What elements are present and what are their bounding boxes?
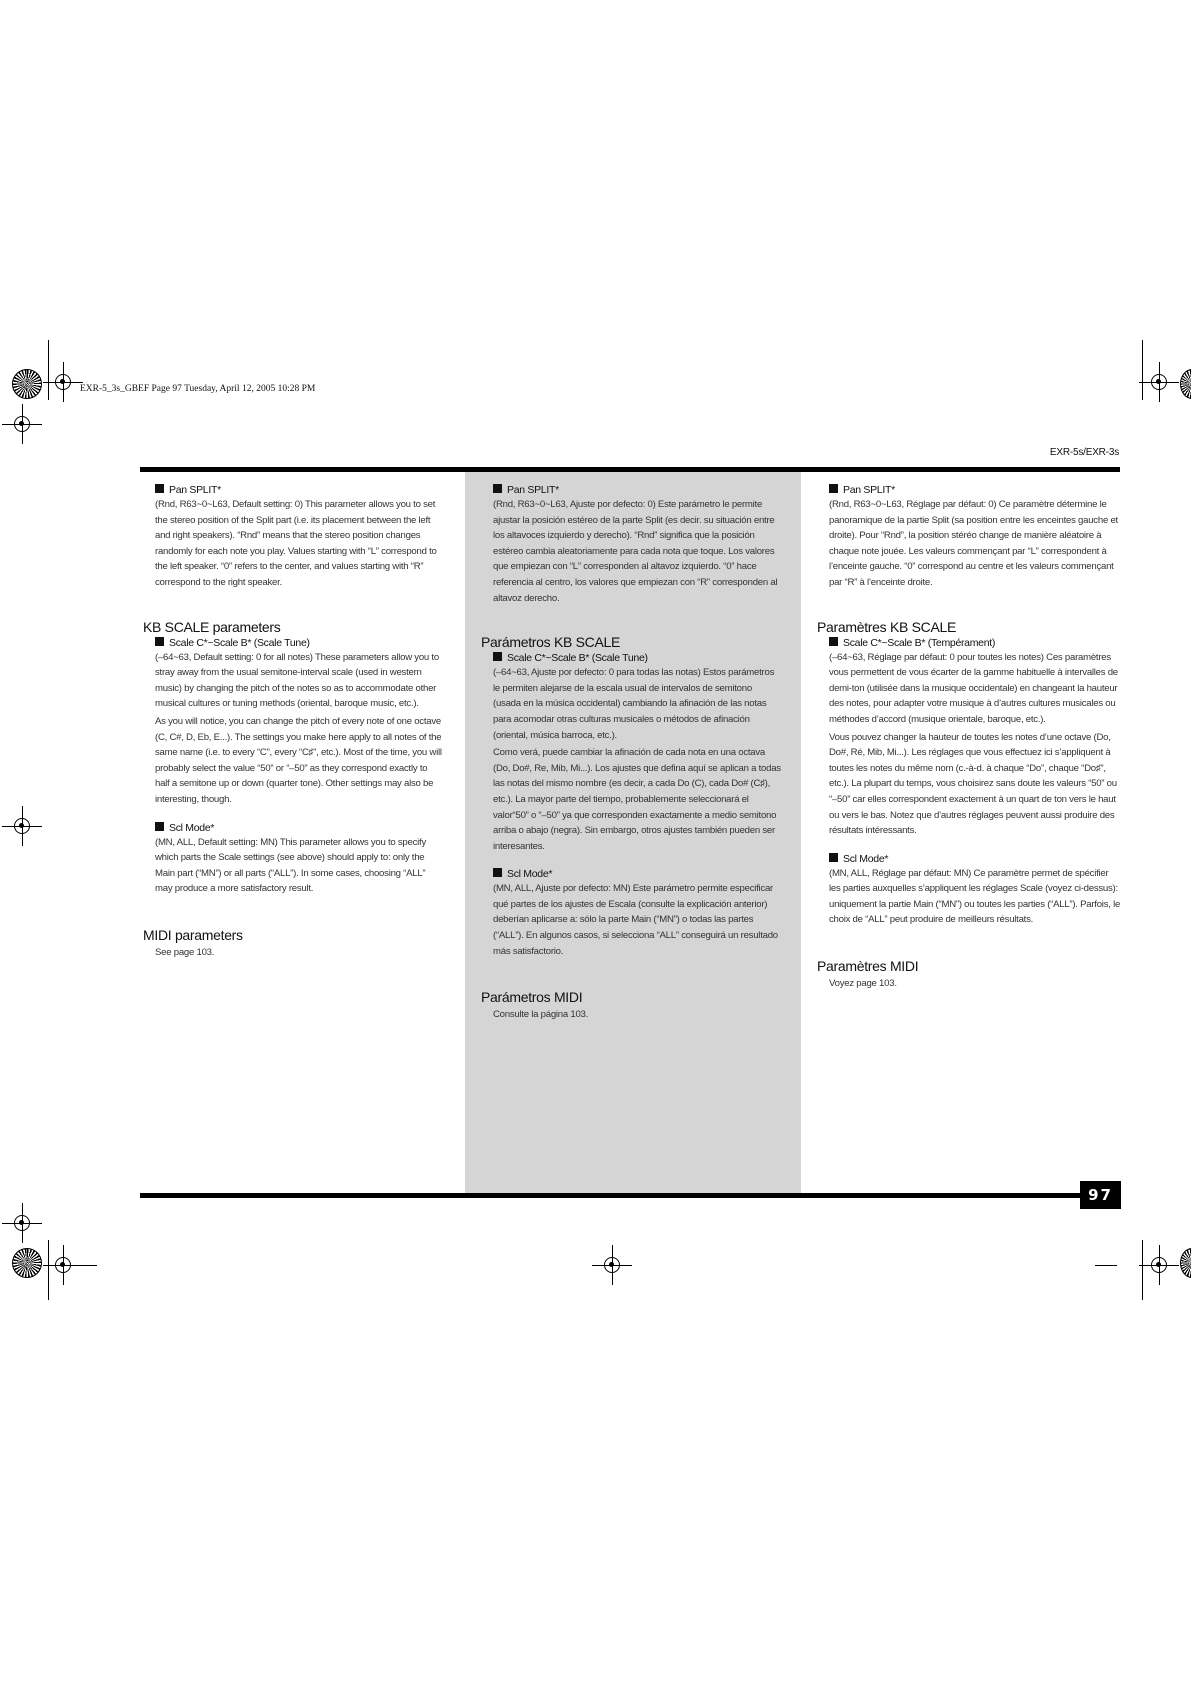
- column-spanish: [481, 484, 781, 1025]
- scl-mode-heading: Scl Mode*: [493, 868, 781, 880]
- scale-tune-heading: Scale C*~Scale B* (Scale Tune): [155, 637, 443, 649]
- scale-tune-heading: Scale C*~Scale B* (Scale Tune): [493, 652, 781, 664]
- kb-scale-section-title: KB SCALE parameters: [143, 618, 281, 635]
- registration-mark-icon: [12, 369, 42, 399]
- scl-mode-text: (MN, ALL, Ajuste por defecto: MN) Este parámetro permite especificar qué partes de los ajustes de Escala (consulte la explicación anterior) deberían aplicarse a: sólo la parte Main (“MN”) o todas las partes (“ALL”). En algunos casos, si selecciona “ALL” conseguirá un resultado más satisfactorio.: [493, 883, 778, 957]
- scale-tune-text: (–64~63, Réglage par défaut: 0 pour toutes les notes) Ces paramètres vous permettent de vous écarter de la gamme habituelle à intervalles de demi-ton (utilisée dans la musique occidentale) en changeant la hauteur des notes, pour adapter votre musique à d’autres cultures musicales ou méthodes d’accord (musique orientale, baroque, etc.).: [829, 651, 1118, 725]
- scale-tune-text: (–64~63, Ajuste por defecto: 0 para todas las notas) Estos parámetros le permiten alejarse de la escala usual de intervalos de semitono (usada en la música occidental) cambiando la afinación de las notas para acomodar otras culturas musicales o métodos de afinación (oriental, música barroca, etc.).: [493, 667, 775, 741]
- crop-mark-line: [48, 340, 49, 400]
- crop-mark-line: [1142, 1240, 1143, 1300]
- square-bullet-icon: [829, 853, 838, 862]
- print-slug: EXR-5_3s_GBEF Page 97 Tuesday, April 12, 2005 10:28 PM: [80, 384, 316, 394]
- scale-tune-text-2: As you will notice, you can change the pitch of every note of one octave (C, C#, D, Eb, E...). The settings you make here apply to all notes of the same name (i.e. to every “C”, every “C♯”, etc.). Most of the time, you will probably select the value “50” or “–50” as they correspond exactly to half a semitone up or down (quarter tone). Other settings may also be interesting, though.: [155, 715, 442, 805]
- square-bullet-icon: [829, 637, 838, 646]
- square-bullet-icon: [155, 637, 164, 646]
- square-bullet-icon: [493, 868, 502, 877]
- square-bullet-icon: [829, 484, 838, 493]
- scale-tune-text-2: Vous pouvez changer la hauteur de toutes les notes d’une octave (Do, Do#, Ré, Mib, Mi...). Les réglages que vous effectuez ici s’appliquent à toutes les notes du même nom (c.-à-d. à chaque “Do”, chaque “Do♯”, etc.). La plupart du temps, vous choisirez sans doute les valeurs “50” ou “–50” car elles correspondent exactement à un quart de ton vers le haut ou vers le bas. Notez que d’autres réglages peuvent aussi produire des résultats intéressants.: [829, 731, 1117, 837]
- midi-section-text: See page 103.: [155, 946, 215, 958]
- column-english: [143, 484, 443, 962]
- pan-split-text: (Rnd, R63~0~L63, Ajuste por defecto: 0) Este parámetro le permite ajustar la posición estéreo de la parte Split (es decir. su situación entre los altavoces izquierdo y derecho). “Rnd” significa que la posición estéreo cambia aleatoriamente para cada nota que toque. Los valores que empiezan con “L” corresponden al altavoz izquierdo. “0” hace referencia al centro, los valores que empiezan con “R” corresponden al altavoz derecho.: [493, 499, 778, 604]
- crop-mark-line: [1095, 1265, 1117, 1266]
- registration-mark-icon: [12, 1248, 42, 1278]
- pan-split-text: (Rnd, R63~0~L63, Réglage par défaut: 0) Ce paramètre détermine le panoramique de la partie Split (sa position entre les enceintes gauche et droite). Pour “Rnd”, la position stéréo change de manière aléatoire à chaque note jouée. Les valeurs commençant par “L” correspondent à l’enceinte gauche. “0” correspond au centre et les valeurs commençant par “R” à l’enceinte droite.: [829, 499, 1118, 588]
- pan-split-text: (Rnd, R63~0~L63, Default setting: 0) This parameter allows you to set the stereo position of the Split part (i.e. its placement between the left and right speakers). “Rnd” means that the stereo position changes randomly for each note you play. Values starting with “L” correspond to the left speaker. “0” refers to the center, and values starting with “R” correspond to the right speaker.: [155, 499, 437, 588]
- crop-mark-line: [75, 1265, 97, 1266]
- midi-section-title: Paramètres MIDI: [817, 958, 919, 975]
- scl-mode-text: (MN, ALL, Default setting: MN) This parameter allows you to specify which parts the Scale settings (see above) should apply to: only the Main part (“MN”) or all parts (“ALL”). In some cases, choosing “ALL” may produce a more satisfactory result.: [155, 836, 426, 895]
- crop-mark-line: [48, 1240, 49, 1300]
- midi-section-title: MIDI parameters: [143, 926, 243, 943]
- pan-split-heading: Pan SPLIT*: [829, 484, 1122, 496]
- square-bullet-icon: [155, 822, 164, 831]
- page-number: 97: [1080, 1181, 1121, 1209]
- pan-split-heading: Pan SPLIT*: [493, 484, 781, 496]
- kb-scale-section-title: Parámetros KB SCALE: [481, 634, 621, 651]
- midi-section-title: Parámetros MIDI: [481, 989, 583, 1006]
- pan-split-heading: Pan SPLIT*: [155, 484, 443, 496]
- scl-mode-text: (MN, ALL, Réglage par défaut: MN) Ce paramètre permet de spécifier les parties auxquelles s’appliquent les réglages Scale (voyez ci-dessus): uniquement la partie Main (“MN”) ou toutes les parties (“ALL”). Parfois, le choix de “ALL” peut produire de meilleurs résultats.: [829, 867, 1121, 926]
- scale-tune-text-2: Como verá, puede cambiar la afinación de cada nota en una octava (Do, Do#, Re, Mib, Mi...). Los ajustes que defina aquí se aplican a todas las notas del mismo nombre (es decir, a cada Do (C), cada Do# (C♯), etc.). La mayor parte del tiempo, probablemente seleccionará el valor“50” o “–50” ya que corresponden exactamente a medio semitono arriba o abajo (negra). Sin embargo, otros ajustes también pueden ser interesantes.: [493, 747, 781, 852]
- kb-scale-section-title: Paramètres KB SCALE: [817, 618, 957, 635]
- scl-mode-heading: Scl Mode*: [155, 822, 443, 834]
- crop-mark-line: [1142, 340, 1143, 400]
- scale-tune-heading: Scale C*~Scale B* (Tempérament): [829, 637, 1122, 649]
- scale-tune-text: (–64~63, Default setting: 0 for all notes) These parameters allow you to stray away from the usual semitone-interval scale (used in western music) by changing the pitch of the notes so as to accommodate other musical cultures or tuning methods (oriental, baroque music, etc.).: [155, 651, 439, 710]
- square-bullet-icon: [155, 484, 164, 493]
- square-bullet-icon: [493, 652, 502, 661]
- scl-mode-heading: Scl Mode*: [829, 853, 1122, 865]
- footer-rule: [140, 1193, 1080, 1198]
- midi-section-text: Consulte la página 103.: [493, 1009, 589, 1021]
- running-header-model: EXR-5s/EXR-3s: [1049, 447, 1119, 458]
- column-french: [817, 484, 1122, 994]
- square-bullet-icon: [493, 484, 502, 493]
- midi-section-text: Voyez page 103.: [829, 978, 897, 990]
- registration-mark-icon: [1180, 1248, 1191, 1278]
- registration-mark-icon: [1180, 369, 1191, 399]
